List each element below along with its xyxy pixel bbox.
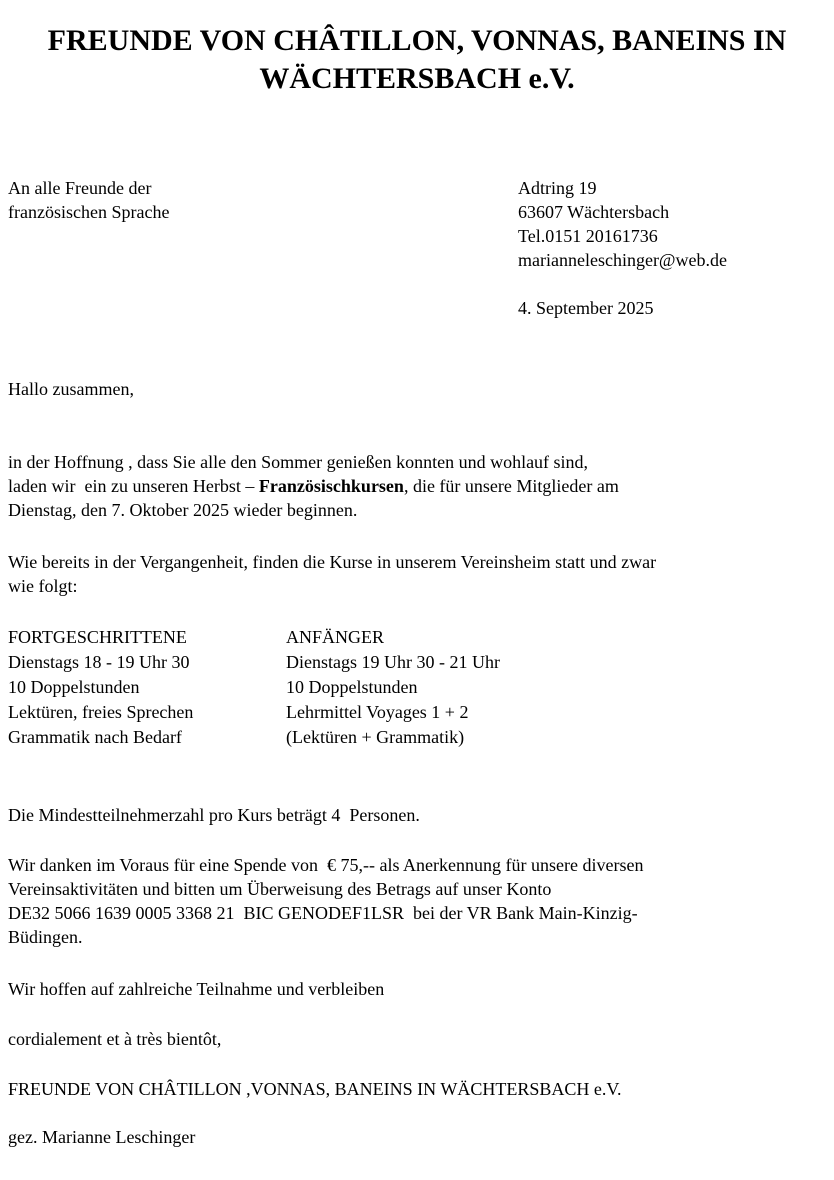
letterhead-title <box>0 22 834 98</box>
location-paragraph <box>8 550 656 598</box>
intro-line2-pre: laden wir ein zu unseren Herbst – <box>8 476 259 496</box>
sender-city: 63607 Wächtersbach <box>518 202 670 222</box>
donation-line2: Vereinsaktivitäten und bitten um Überweisung des Betrags auf unser Konto <box>8 879 552 899</box>
course-beginner-time: Dienstags 19 Uhr 30 - 21 Uhr <box>286 652 500 672</box>
course-advanced-time: Dienstags 18 - 19 Uhr 30 <box>8 652 190 672</box>
donation-line1: Wir danken im Voraus für eine Spende von € 75,-- als Anerkennung für unsere diversen <box>8 855 644 875</box>
donation-line4: Büdingen. <box>8 927 83 947</box>
intro-paragraph <box>8 450 619 522</box>
hope-sentence: Wir hoffen auf zahlreiche Teilnahme und verbleiben <box>8 979 385 999</box>
intro-line1: in der Hoffnung , dass Sie alle den Sommer genießen konnten und wohlauf sind, <box>8 452 589 472</box>
sender-street: Adtring 19 <box>518 178 597 198</box>
donation-paragraph <box>8 853 643 949</box>
letterhead-title-line2: WÄCHTERSBACH e.V. <box>259 62 575 95</box>
course-beginner-content1: Lehrmittel Voyages 1 + 2 <box>286 702 469 722</box>
location-line1: Wie bereits in der Vergangenheit, finden die Kurse in unserem Vereinsheim statt und zwar <box>8 552 657 572</box>
min-participants: Die Mindestteilnehmerzahl pro Kurs beträgt 4 Personen. <box>8 805 420 825</box>
intro-line3: Dienstag, den 7. Oktober 2025 wieder beginnen. <box>8 500 358 520</box>
club-name-line: FREUNDE VON CHÂTILLON ,VONNAS, BANEINS IN WÄCHTERSBACH e.V. <box>8 1079 622 1099</box>
closing-phrase: cordialement et à très bientôt, <box>8 1029 222 1049</box>
donation-line3: DE32 5066 1639 0005 3368 21 BIC GENODEF1LSR bei der VR Bank Main-Kinzig- <box>8 903 638 923</box>
location-line2: wie folgt: <box>8 576 78 596</box>
recipient-line1: An alle Freunde der <box>8 178 152 198</box>
course-beginner-header: ANFÄNGER <box>286 627 385 647</box>
course-advanced-content1: Lektüren, freies Sprechen <box>8 702 194 722</box>
sender-email: marianneleschinger@web.de <box>518 250 727 270</box>
recipient-line2: französischen Sprache <box>8 202 170 222</box>
intro-line2-post: , die für unsere Mitglieder am <box>403 476 619 496</box>
salutation: Hallo zusammen, <box>8 379 134 399</box>
course-advanced-content2: Grammatik nach Bedarf <box>8 727 182 747</box>
intro-line2-bold: Französischkursen <box>258 476 404 496</box>
letter-date: 4. September 2025 <box>518 298 654 318</box>
course-column-beginner <box>286 625 500 750</box>
recipient-block <box>8 176 169 224</box>
course-table <box>8 625 608 755</box>
sender-block <box>518 176 727 272</box>
intro-line2 <box>8 474 619 498</box>
course-advanced-header: FORTGESCHRITTENE <box>8 627 187 647</box>
course-beginner-sessions: 10 Doppelstunden <box>286 677 418 697</box>
signature-line: gez. Marianne Leschinger <box>8 1127 196 1147</box>
course-advanced-sessions: 10 Doppelstunden <box>8 677 140 697</box>
sender-phone: Tel.0151 20161736 <box>518 226 658 246</box>
course-column-advanced <box>8 625 193 750</box>
course-beginner-content2: (Lektüren + Grammatik) <box>286 727 465 747</box>
letterhead-title-line1: FREUNDE VON CHÂTILLON, VONNAS, BANEINS IN <box>47 24 787 57</box>
